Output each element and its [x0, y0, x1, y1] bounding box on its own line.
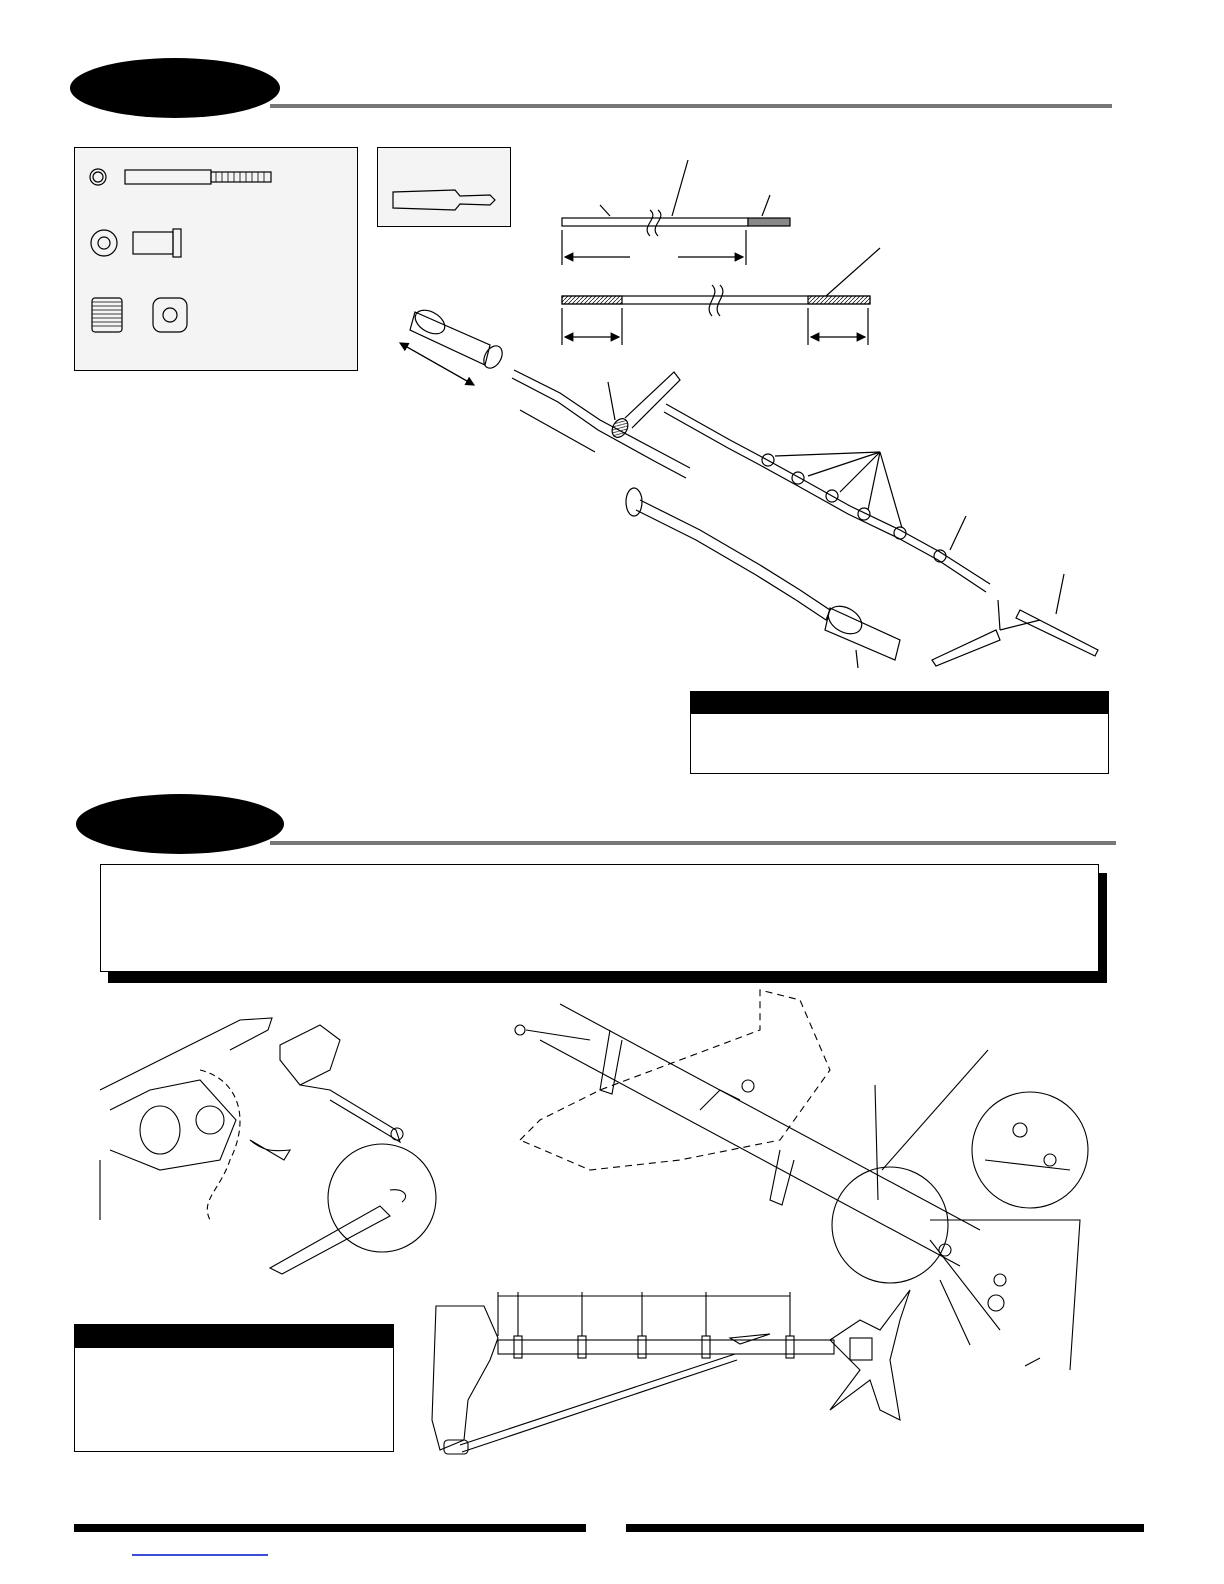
threaded-rod-icon: [125, 170, 211, 184]
tail-boom-side-view: [432, 1290, 910, 1454]
pushrod-assembly: [400, 305, 1098, 668]
washer-icon: [91, 230, 117, 256]
file-tool-icon: [393, 190, 495, 210]
rod-length-diagram: [562, 160, 880, 345]
parts-icons: [90, 169, 271, 332]
square-nut-icon: [153, 298, 187, 332]
bushing-icon: [133, 232, 173, 254]
tail-boom-perspective: [515, 990, 1088, 1370]
spool-icon: [92, 298, 122, 332]
rotor-head-detail: [100, 1018, 436, 1274]
